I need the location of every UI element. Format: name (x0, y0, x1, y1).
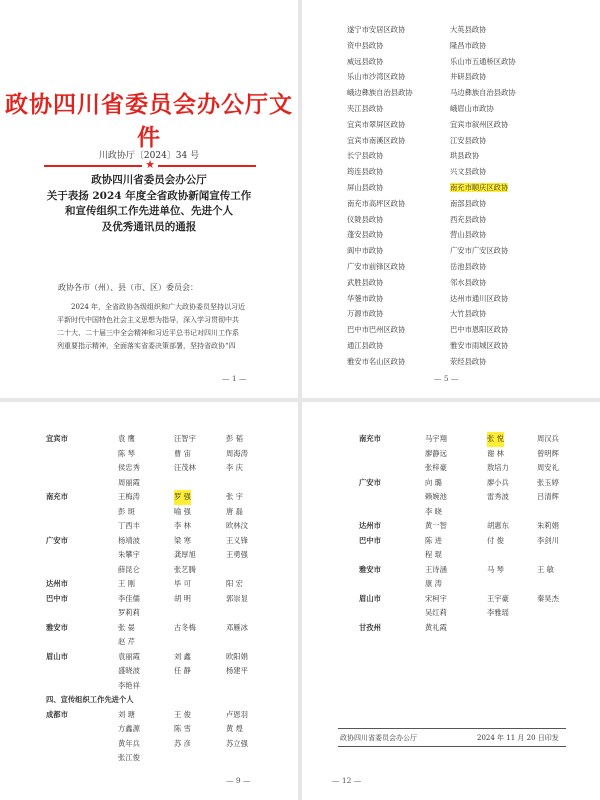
awardee-name: 李 晓 (425, 506, 442, 516)
body-line: 二十大、二十届三中全会精神和习近平总书记对四川工作系 (57, 329, 239, 337)
awardee-name: 周安礼 (537, 463, 559, 472)
awardee-name: 周丽霞 (118, 477, 140, 487)
footer-rule-bottom (338, 746, 566, 747)
committee-list-item (450, 322, 516, 338)
awardee-name: 苏立强 (226, 738, 248, 748)
awardee-name: 胡惠东 (487, 521, 509, 530)
awardee-name: 欧林汶 (226, 521, 248, 530)
notice-title-line: 政协四川省委员会办公厅 (91, 174, 207, 186)
awardee-name: 邓雁冰 (226, 622, 248, 632)
committee-list-item (450, 54, 516, 70)
awardee-name: 王诗涵 (425, 564, 447, 574)
region-label: 甘孜州 (359, 622, 381, 632)
footer-rule-top (338, 728, 566, 729)
region-label: 雅安市 (46, 622, 68, 632)
salutation: 政协各市（州）、县（市、区）委员会： (58, 283, 198, 292)
awardee-name: 王勇强 (226, 550, 248, 559)
committee-list-item (347, 180, 413, 196)
committee-name: 蓬安县政协 (347, 230, 384, 240)
committee-list-item (347, 322, 413, 338)
body-line: 列重要指示精神，全面落实省委决策部署，坚持省政协“四 (57, 342, 236, 350)
committee-name: 雅安市名山区政协 (347, 356, 406, 366)
committee-name: 广安市前锋区政协 (347, 261, 406, 271)
awardee-name: 李 林 (174, 521, 191, 530)
awardee-name: 唐 磊 (226, 506, 243, 516)
red-divider-right (158, 165, 256, 167)
region-label: 雅安市 (359, 564, 381, 574)
awardee-name: 秦昊杰 (537, 593, 559, 603)
committee-list-right (450, 22, 516, 370)
committee-name: 峨眉山市政协 (450, 103, 494, 113)
committee-list-item (347, 22, 413, 38)
committee-list-item (347, 164, 413, 180)
committee-name: 夹江县政协 (347, 103, 384, 113)
committee-name: 荥经县政协 (450, 356, 487, 366)
committee-list-item (347, 275, 413, 291)
committee-list-item (450, 22, 516, 38)
committee-name: 宜宾市南溪区政协 (347, 135, 406, 145)
awardee-name: 王梅涛 (118, 492, 140, 501)
committee-list-item (347, 227, 413, 243)
awardee-name: 罗 强 (174, 490, 191, 505)
awardee-name: 古冬梅 (174, 622, 196, 632)
committee-name: 井研县政协 (450, 72, 487, 82)
awardee-name: 李剑川 (537, 535, 559, 545)
awardee-name: 欧阳娟 (226, 651, 248, 661)
red-divider-left (44, 165, 142, 167)
committee-name: 屏山县政协 (347, 182, 384, 192)
committee-name: 宜宾市叙州区政协 (450, 119, 509, 129)
committee-name: 仪陇县政协 (347, 214, 384, 224)
awardee-name: 张梓豪 (425, 463, 447, 472)
awardee-name: 刘 瑭 (118, 709, 135, 719)
committee-name: 巴中市恩阳区政协 (450, 325, 509, 335)
committee-name: 广安市广安区政协 (450, 246, 509, 256)
awardee-name: 李 庆 (226, 463, 243, 472)
committee-name: 兴文县政协 (450, 167, 487, 177)
committee-list-item (450, 212, 516, 228)
notice-title-line: 及优秀通讯员的通报 (101, 220, 197, 233)
awardee-name: 王宇豪 (487, 593, 509, 603)
awardee-name: 张江俊 (118, 753, 140, 762)
region-label: 巴中市 (46, 593, 68, 603)
committee-name: 遂宁市安居区政协 (347, 25, 406, 34)
awardee-name: 胡 明 (174, 593, 191, 603)
committee-list-item (347, 212, 413, 228)
awardee-name: 敖培力 (487, 463, 509, 472)
notice-title-line: 和宣传组织工作先进单位、先进个人 (65, 205, 233, 217)
red-star-icon: ★ (145, 158, 155, 171)
committee-name: 筠连县政协 (347, 167, 384, 177)
region-label: 巴中市 (359, 535, 381, 545)
body-line: 2024 年，全省政协各级组织和广大政协委员坚持以习近 (71, 303, 246, 311)
awardee-name: 卢恩羽 (226, 709, 248, 719)
committee-list-item (347, 85, 413, 101)
committee-list-item (347, 354, 413, 370)
document-number: 川政协厅〔2024〕34 号 (98, 151, 200, 161)
awardee-name: 张 悦 (487, 432, 504, 447)
page-number: — 5 — (434, 374, 459, 383)
awardee-name: 康 涛 (425, 579, 442, 588)
awardee-name: 黄年兵 (118, 738, 140, 748)
page-number: — 9 — (226, 776, 251, 785)
committee-list-item (450, 164, 516, 180)
awardee-name: 龚厚旭 (174, 550, 196, 559)
committee-list-item (347, 338, 413, 354)
committee-list-item (450, 117, 516, 133)
awardee-name: 赖婉池 (425, 492, 447, 501)
committee-list-item (450, 196, 516, 212)
awardee-name: 朱莉娟 (537, 521, 559, 530)
awardee-name: 宋柯宇 (425, 593, 447, 603)
committee-list-item (347, 69, 413, 85)
awardee-name: 毕 可 (174, 579, 191, 588)
committee-list-item (450, 306, 516, 322)
committee-list-item (347, 259, 413, 275)
committee-name: 雅安市雨城区政协 (450, 340, 509, 350)
awardee-name: 赵 芹 (118, 637, 135, 646)
committee-list-item (347, 38, 413, 54)
awardee-name: 刘 鑫 (174, 651, 191, 661)
committee-list-item (450, 227, 516, 243)
awardee-name: 王 俊 (174, 709, 191, 719)
awardee-name: 吕清辉 (537, 492, 559, 501)
region-label: 宜宾市 (46, 434, 68, 443)
awardee-name: 李佳儒 (118, 593, 140, 603)
committee-list-item (450, 275, 516, 291)
awardee-name: 彭 斑 (118, 506, 135, 516)
region-label: 南充市 (359, 434, 381, 443)
committee-list-item (450, 85, 516, 101)
awardee-name: 杨建平 (226, 666, 248, 675)
committee-name: 珙县政协 (450, 151, 480, 161)
region-label: 眉山市 (359, 593, 381, 603)
notice-title (0, 173, 298, 235)
committee-name: 马边彝族自治县政协 (450, 88, 516, 98)
committee-list-item (450, 69, 516, 85)
committee-list-item (450, 180, 516, 196)
awardee-name: 张 宇 (226, 492, 243, 501)
awardee-name: 吴红莉 (425, 608, 447, 617)
awardee-name: 王 敏 (537, 564, 554, 574)
awardee-name: 张玉婷 (537, 477, 559, 487)
committee-name: 乐山市沙湾区政协 (347, 72, 406, 82)
document-page-1 (0, 0, 298, 398)
committee-name: 通江县政协 (347, 340, 384, 350)
awardee-name: 曹 宙 (174, 448, 191, 458)
awardee-name: 喻 强 (174, 506, 191, 516)
committee-list-item (450, 291, 516, 307)
committee-name: 隆昌市政协 (450, 40, 487, 50)
committee-list-item (347, 291, 413, 307)
committee-name: 江安县政协 (450, 135, 487, 145)
committee-name: 岳池县政协 (450, 261, 487, 271)
awardee-name: 任 静 (174, 666, 191, 675)
awardee-name: 阳 宏 (226, 579, 243, 588)
committee-list-item (347, 243, 413, 259)
awardee-name: 朱攀宇 (118, 550, 140, 559)
committee-list-item (450, 148, 516, 164)
region-label: 达州市 (359, 521, 381, 530)
awardee-name: 付 俊 (487, 535, 504, 545)
notice-title-line: 关于表扬 2024 年度全省政协新闻宣传工作 (46, 189, 252, 202)
awardee-name: 向 璐 (425, 477, 442, 487)
awardee-name: 侯忠秀 (118, 463, 140, 472)
committee-list-item (347, 306, 413, 322)
awardee-name: 程 琨 (425, 550, 442, 559)
document-red-header-title: 政协四川省委员会办公厅文件 (5, 91, 293, 151)
awardee-name: 廖静远 (425, 448, 447, 458)
committee-list-item (450, 354, 516, 370)
committee-name: 乐山市五通桥区政协 (450, 56, 516, 66)
awardee-name: 张艺腾 (174, 564, 196, 574)
awardee-name: 黄一智 (425, 521, 447, 530)
committee-name: 邻水县政协 (450, 277, 487, 287)
committee-name: 南充市高坪区政协 (347, 198, 406, 208)
page-number: — 12 — (332, 776, 362, 785)
awardee-name: 陈 进 (425, 535, 442, 545)
region-label: 南充市 (46, 492, 68, 501)
awardee-name: 汪茂林 (174, 463, 196, 472)
committee-list-item (347, 133, 413, 149)
region-label: 广安市 (359, 477, 381, 487)
committee-list-item (347, 54, 413, 70)
region-label: 四、宣传组织工作先进个人 (46, 695, 134, 704)
awardee-name: 廖小兵 (487, 477, 509, 487)
awardee-name: 郭崇显 (226, 593, 248, 603)
committee-list-item (347, 148, 413, 164)
region-label: 广安市 (46, 535, 68, 545)
awardee-name: 雷秀波 (487, 492, 509, 501)
committee-name: 巴中市巴州区政协 (347, 325, 406, 335)
committee-name: 万源市政协 (347, 309, 384, 319)
footer-date: 2024 年 11 月 20 日印发 (477, 734, 559, 742)
awardee-name: 罗莉莉 (118, 608, 140, 617)
awardee-name: 薛昆仑 (118, 564, 140, 574)
awardee-name: 黄礼霞 (425, 622, 447, 632)
footer-issuer: 政协四川省委员会办公厅 (340, 734, 417, 742)
awardee-name: 李雅瑶 (487, 608, 509, 617)
region-label: 成都市 (46, 709, 68, 719)
committee-name: 华蓥市政协 (347, 293, 384, 303)
committee-name: 武胜县政协 (347, 277, 384, 287)
awardee-name: 黄 煌 (226, 724, 243, 733)
awardee-name: 李艳祥 (118, 680, 140, 690)
committee-name: 西充县政协 (450, 214, 487, 224)
awardee-name: 陈 雪 (174, 724, 191, 733)
committee-name: 威远县政协 (347, 56, 384, 66)
committee-list-item (450, 338, 516, 354)
awardee-name: 马 琴 (487, 564, 504, 574)
awardee-name: 袁丽霞 (118, 651, 140, 661)
committee-name: 大竹县政协 (450, 309, 487, 319)
awardee-name: 彭 韬 (226, 434, 243, 443)
document-page-5 (302, 0, 600, 398)
committee-name: 峨边彝族自治县政协 (347, 88, 413, 98)
awardee-name: 马宇翔 (425, 434, 447, 443)
awardee-name: 杨靖波 (118, 535, 140, 545)
committee-list-item (450, 133, 516, 149)
committee-list-item (347, 117, 413, 133)
awardee-name: 袁 鹰 (118, 434, 135, 443)
committee-list-item (450, 38, 516, 54)
committee-name: 长宁县政协 (347, 151, 384, 161)
awardee-name: 梁 寒 (174, 535, 191, 545)
committee-name: 南充市顺庆区政协 (450, 182, 509, 192)
region-label: 眉山市 (46, 651, 68, 661)
awardee-name: 王 刚 (118, 579, 135, 588)
committee-list-item (450, 243, 516, 259)
notice-body (57, 301, 253, 353)
region-label: 达州市 (46, 579, 68, 588)
committee-name: 营山县政协 (450, 230, 487, 240)
document-page-12 (302, 402, 600, 800)
awardee-name: 苏 彦 (174, 738, 191, 748)
committee-list-left (347, 22, 413, 370)
body-line: 平新时代中国特色社会主义思想为指导，深入学习贯彻中共 (57, 316, 239, 324)
awardee-name: 周汉兵 (537, 434, 559, 443)
document-page-9 (0, 402, 298, 800)
awardee-name: 盛晓波 (118, 666, 140, 675)
awardee-name: 王义锋 (226, 535, 248, 545)
committee-list-item (347, 101, 413, 117)
awardee-name: 谢 林 (487, 448, 504, 458)
committee-name: 阆中市政协 (347, 246, 384, 256)
awardee-name: 陈 琴 (118, 448, 135, 458)
committee-list-item (450, 101, 516, 117)
committee-name: 资中县政协 (347, 40, 384, 50)
committee-name: 大英县政协 (450, 25, 487, 34)
awardee-name: 曾明辉 (537, 448, 559, 458)
page-number: — 1 — (222, 374, 247, 383)
committee-name: 宜宾市翠屏区政协 (347, 119, 406, 129)
awardee-name: 丁西丰 (118, 521, 140, 530)
awardee-name: 汪智宇 (174, 434, 196, 443)
awardee-name: 方鑫源 (118, 724, 140, 733)
awardee-name: 周海涛 (226, 448, 248, 458)
committee-name: 达州市通川区政协 (450, 293, 509, 303)
awardee-name: 张 晏 (118, 622, 135, 632)
committee-list-item (450, 259, 516, 275)
committee-name: 南部县政协 (450, 198, 487, 208)
committee-list-item (347, 196, 413, 212)
